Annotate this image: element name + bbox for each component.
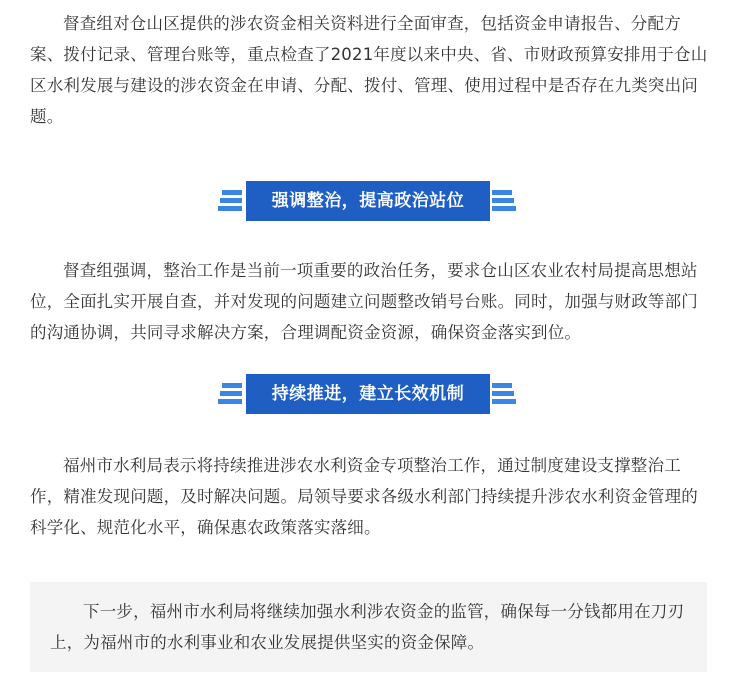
rectification-paragraph: 督查组强调，整治工作是当前一项重要的政治任务，要求仓山区农业农村局提高思想站位，全面扎实开展自查，并对发现的问题建立问题整改销号台账。同时，加强与财政等部门的沟通协调，共同寻求解决方案，合理调配资金资源，确保资金落实到位。 [30, 261, 698, 342]
section-heading-mechanism: 持续推进，建立长效机制 [246, 374, 490, 414]
section-banner-mechanism [0, 374, 743, 414]
mechanism-paragraph: 福州市水利局表示将持续推进涉农水利资金专项整治工作，通过制度建设支撑整治工作，精准发现问题，及时解决问题。局领导要求各级水利部门持续提升涉农水利资金管理的科学化、规范化水平，确保惠农政策落实落细。 [30, 456, 698, 537]
next-step-callout [30, 582, 707, 672]
stripes-left-icon [218, 382, 242, 406]
next-step-paragraph: 下一步，福州市水利局将继续加强水利涉农资金的监管，确保每一分钱都用在刀刃上，为福州市的水利事业和农业发展提供坚实的资金保障。 [50, 602, 685, 652]
intro-paragraph: 督查组对仓山区提供的涉农资金相关资料进行全面审查，包括资金申请报告、分配方案、拨付记录、管理台账等，重点检查了2021年度以来中央、省、市财政预算安排用于仓山区水利发展与建设的涉农资金在申请、分配、拨付、管理、使用过程中是否存在九类突出问题。 [30, 14, 708, 126]
stripes-right-icon [492, 382, 516, 406]
section-heading-rectification: 强调整治，提高政治站位 [246, 181, 490, 221]
stripes-right-icon [492, 189, 516, 213]
stripes-left-icon [218, 189, 242, 213]
section-banner-rectification [0, 181, 743, 221]
